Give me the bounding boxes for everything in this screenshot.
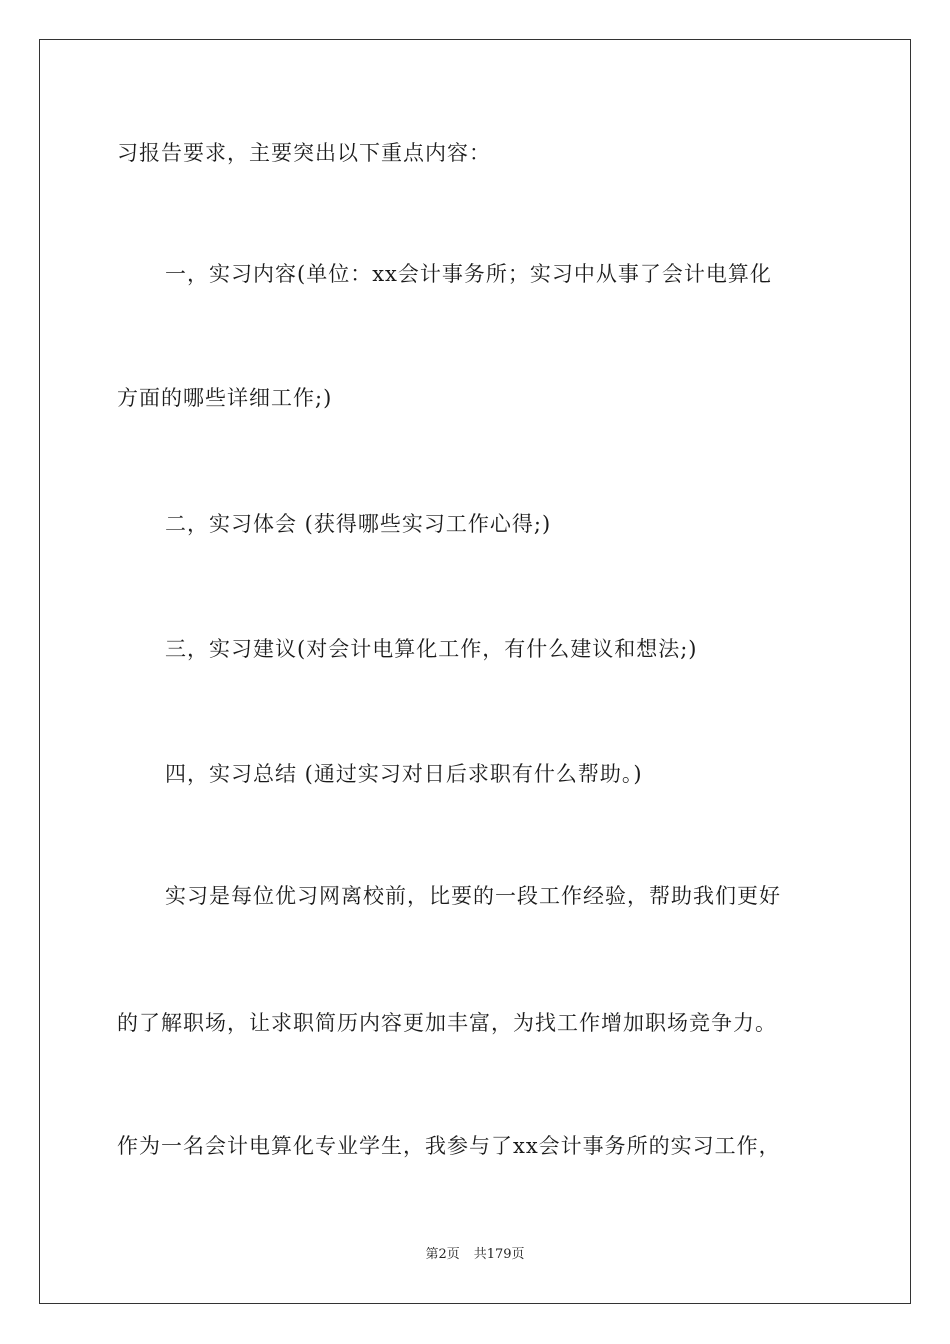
text-line-7: 实习是每位优习网离校前，比要的一段工作经验，帮助我们更好 <box>165 884 781 908</box>
text-line-6: 四，实习总结 (通过实习对日后求职有什么帮助。) <box>165 762 643 786</box>
text-line-1: 习报告要求，主要突出以下重点内容： <box>117 141 491 165</box>
text-line-5: 三，实习建议(对会计电算化工作，有什么建议和想法;) <box>165 637 698 661</box>
text-line-9: 作为一名会计电算化专业学生，我参与了xx会计事务所的实习工作， <box>117 1134 781 1158</box>
page-number: 第2页 <box>425 1247 460 1262</box>
text-line-4: 二，实习体会 (获得哪些实习工作心得;) <box>165 512 552 536</box>
text-line-2: 一，实习内容(单位：xx会计事务所；实习中从事了会计电算化 <box>165 262 772 286</box>
page-frame <box>39 39 911 1304</box>
text-line-8: 的了解职场，让求职简历内容更加丰富，为找工作增加职场竞争力。 <box>117 1011 777 1035</box>
text-line-3: 方面的哪些详细工作;) <box>117 386 333 410</box>
page-footer <box>0 1246 950 1264</box>
page-total: 共179页 <box>473 1247 525 1262</box>
